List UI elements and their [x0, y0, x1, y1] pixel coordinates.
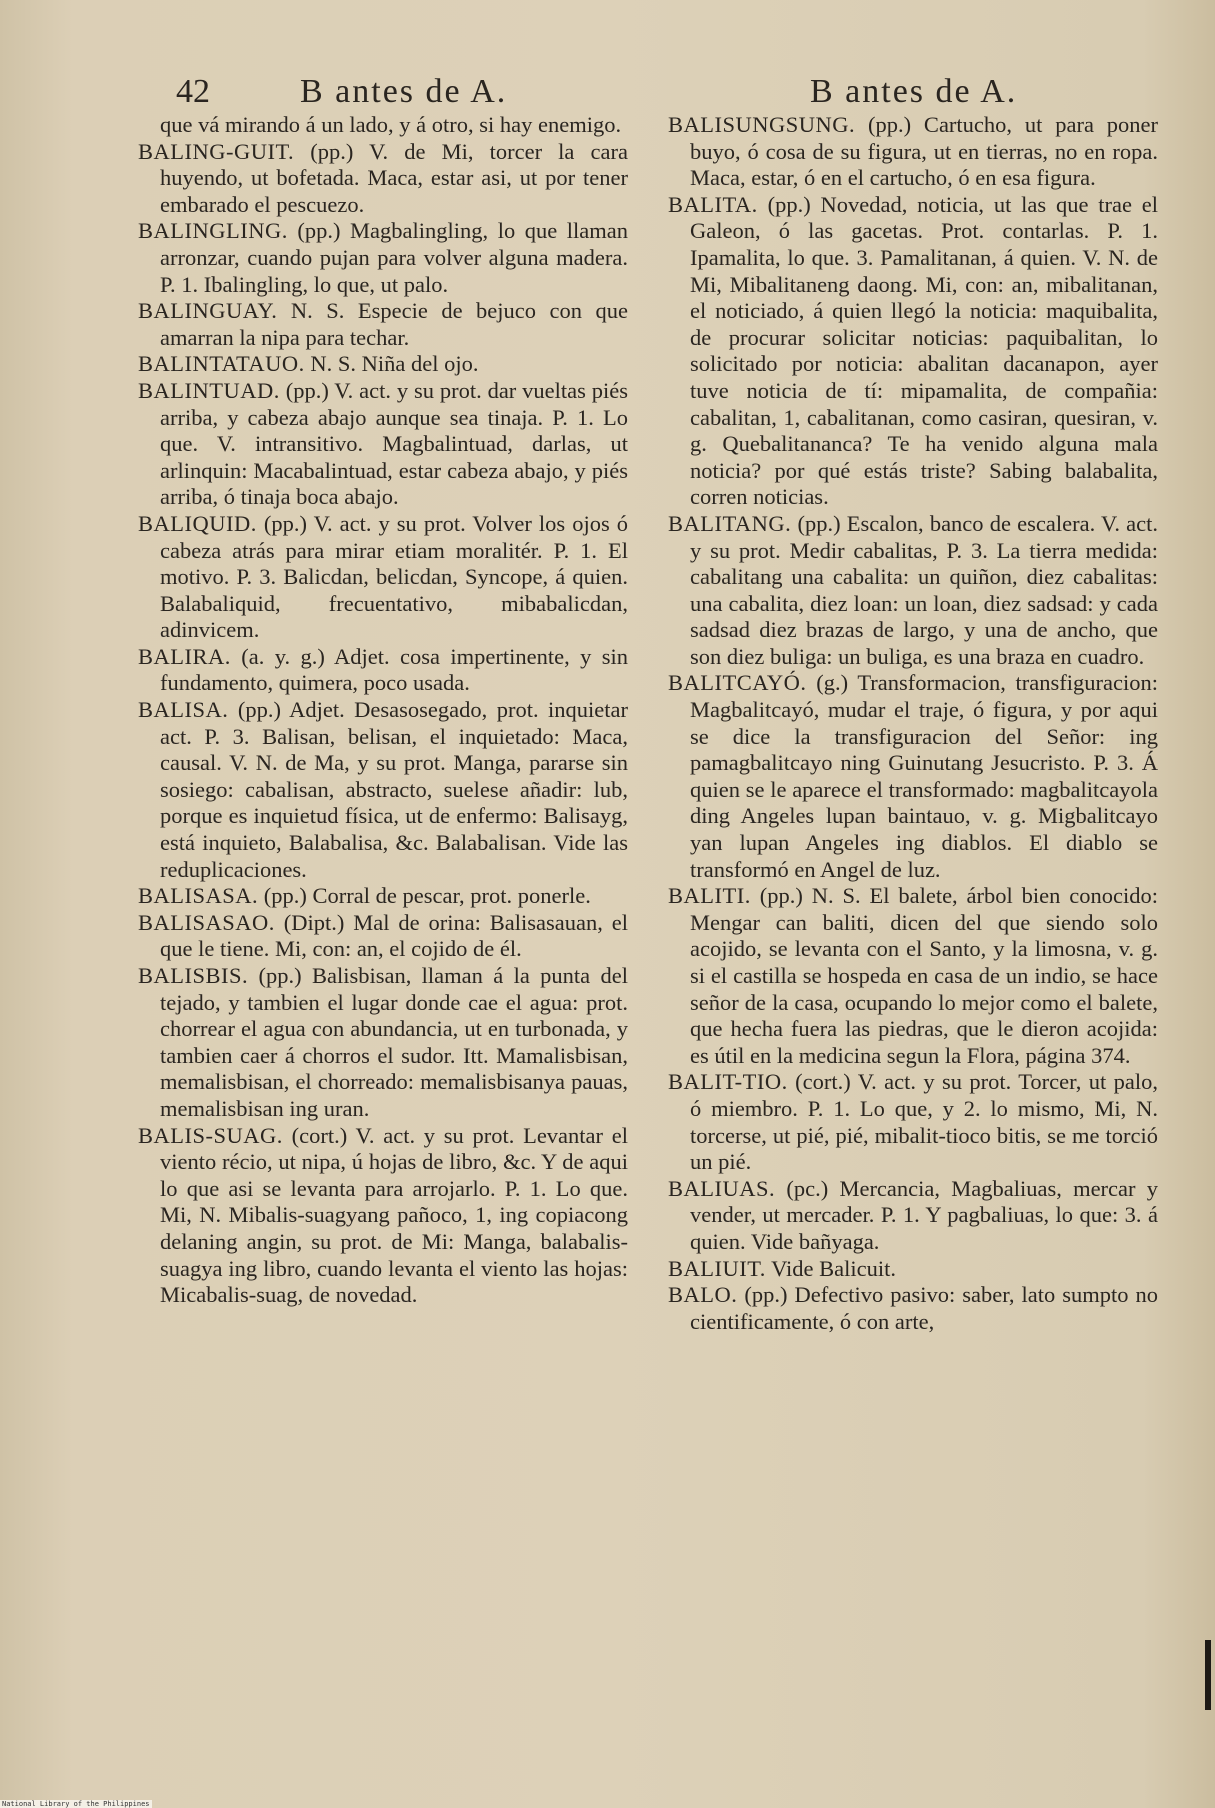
entry-headword: BALITA.	[668, 191, 758, 217]
entry-headword: BALISBIS.	[138, 963, 249, 988]
entry-headword: BALIRA.	[138, 643, 231, 669]
dictionary-entry	[668, 1069, 1158, 1175]
entry-headword: BALISA.	[138, 697, 229, 723]
page-number: 42	[176, 73, 210, 110]
entry-headword: BALISASAO.	[138, 909, 275, 935]
dictionary-entry	[668, 112, 1158, 192]
entry-definition: Vide Balicuit.	[765, 1255, 897, 1281]
dictionary-entry	[138, 139, 628, 219]
entry-definition: (pp.) Magbalingling, lo que llaman arronzar, cuando pujan para volver alguna madera. P. 1. Ibalingling, lo que, ut palo.	[160, 218, 628, 297]
entry-headword: BALIT-TIO.	[668, 1069, 788, 1095]
dictionary-entry	[138, 697, 628, 883]
entry-definition: (g.) Transformacion, transfiguracion: Magbalitcayó, mudar el traje, ó figura, y por aqui se dice la transfiguracion del Señor: ing pamagbalitcayo ning Guinutang Jesucristo. P. 3. Á quien se le aparece el transformado: magbalitcayola ding Angeles lupan baintauo, v. g. Migbalitcayo yan lupan Angeles ing diablos. El diablo se transformó en Angel de luz.	[690, 670, 1158, 882]
entry-definition: (pp.) Corral de pescar, prot. ponerle.	[258, 883, 591, 909]
entry-headword: BALING-GUIT.	[138, 138, 295, 164]
entry-headword: BALINGLING.	[138, 218, 288, 244]
entry-definition: (a. y. g.) Adjet. cosa impertinente, y sin fundamento, quimera, poco usada.	[160, 643, 628, 696]
entry-definition: (pp.) Balisbisan, llaman á la punta del tejado, y tambien el lugar donde cae el agua: prot. chorrear el agua con abundancia, ut en turbonada, y tambien caer á chorros el sudor. Itt. Mamalisbisan, memalisbisan, el chorreado: memalisbisanya pauas, memalisbisan ing uran.	[160, 963, 628, 1121]
entry-definition: (pp.) Defectivo pasivo: saber, lato sumpto no cientificamente, ó con arte,	[690, 1282, 1158, 1334]
dictionary-entry	[138, 218, 628, 298]
entry-headword: BALIQUID.	[138, 510, 257, 536]
dictionary-entry	[138, 378, 628, 511]
entry-definition: (pp.) N. S. El balete, árbol bien conocido: Mengar can baliti, dicen del que siendo solo acojido, se levanta con el Santo, y la limosna, v. g. si el castilla se hospeda en casa de un indio, se hace señor de la casa, ocupando lo mejor como el balete, que hecha fuera las piedras, que le dieron acojida: es útil en la medicina segun la Flora, página 374.	[690, 883, 1158, 1068]
dictionary-entry	[668, 670, 1158, 883]
entry-definition: (pp.) Cartucho, ut para poner buyo, ó cosa de su figura, ut en tierras, no en ropa. Maca, estar, ó en el cartucho, ó en esa figura.	[690, 112, 1158, 191]
entry-headword: BALINTATAUO.	[138, 351, 305, 377]
entry-headword: BALISASA.	[138, 883, 259, 909]
dictionary-entry	[668, 1176, 1158, 1256]
entry-definition: N. S. Niña del ojo.	[304, 351, 479, 377]
left-column	[138, 112, 628, 1309]
entry-definition: (pp.) V. de Mi, torcer la cara huyendo, ut bofetada. Maca, estar asi, ut por tener embarado el pescuezo.	[160, 138, 628, 217]
entry-headword: BALITI.	[668, 883, 751, 909]
dictionary-entry	[138, 883, 628, 910]
entry-definition: (Dipt.) Mal de orina: Balisasauan, el que le tiene. Mi, con: an, el cojido de él.	[160, 909, 628, 962]
entry-definition: (cort.) V. act. y su prot. Torcer, ut palo, ó miembro. P. 1. Lo que, y 2. lo mismo, Mi, N. torcerse, ut pié, pié, mibalit-tioco bitis, se me torció un pié.	[690, 1069, 1158, 1175]
entry-headword: BALITANG.	[668, 510, 792, 536]
entry-definition: (cort.) V. act. y su prot. Levantar el viento récio, ut nipa, ú hojas de libro, &c. Y de aqui lo que asi se levanta para arrojarlo. P. 1. Lo que. Mi, N. Mibalis-suagyang pañoco, 1, ing copiacong delaning angin, su prot. de Mi: Manga, balabalis-suagya ing libro, cuando levanta el viento las hojas: Micabalis-suag, de novedad.	[160, 1122, 628, 1308]
entry-headword: BALIS-SUAG.	[138, 1122, 283, 1148]
dictionary-entry	[138, 644, 628, 697]
dictionary-entry	[668, 1282, 1158, 1335]
running-head-left: B antes de A.	[300, 73, 508, 110]
entry-definition: (pp.) V. act. y su prot. Volver los ojos ó cabeza atrás para mirar etiam moralitér. P. 1. El motivo. P. 3. Balicdan, belicdan, Syncope, á quien. Balabaliquid, frecuentativo, mibabalicdan, adinvicem.	[160, 510, 628, 643]
entry-definition: (pp.) Adjet. Desasosegado, prot. inquietar act. P. 3. Balisan, belisan, el inquietado: Maca, causal. V. N. de Ma, y su prot. Manga, pararse sin sosiego: cabalisan, abstracto, suelese añadir: lub, porque es inquietud física, ut de enfermo: Balisayg, está inquieto, Balabalisa, &c. Balabalisan. Vide las reduplicaciones.	[160, 697, 628, 882]
binding-mark	[1205, 1640, 1211, 1710]
library-footer: National Library of the Philippines	[2, 1800, 150, 1808]
dictionary-entry	[138, 298, 628, 351]
entry-headword: BALISUNGSUNG.	[668, 112, 856, 137]
entry-definition: N. S. Especie de bejuco con que amarran la nipa para techar.	[160, 298, 628, 350]
dictionary-entry	[138, 112, 628, 139]
entry-definition: (pp.) Novedad, noticia, ut las que trae el Galeon, ó las gacetas. Prot. contarlas. P. 1. Ipamalita, lo que. 3. Pamalitanan, á quien. V. N. de Mi, Mibalitaneng daong. Mi, con: an, mibalitanan, el noticiado, á quien llegó la noticia: maquibalita, de procurar solicitar noticias: paquibalitan, lo solicitado por noticia: abalitan dacanapon, ayer tuve noticia de tí: mipamalita, de compañia: cabalitan, 1, cabalitanan, como casiran, quesiran, v. g. Quebalitananca? Te ha venido alguna mala noticia? por qué estás triste? Sabing balabalita, corren noticias.	[690, 191, 1158, 510]
entry-headword: BALO.	[668, 1282, 738, 1308]
dictionary-entry	[668, 883, 1158, 1069]
entry-headword: BALITCAYÓ.	[668, 670, 807, 696]
entry-headword: BALIUIT.	[668, 1255, 766, 1281]
entry-definition: (pp.) Escalon, banco de escalera. V. act. y su prot. Medir cabalitas, P. 3. La tierra medida: cabalitang una cabalita: un quiñon, diez cabalitas: una cabalita, diez loan: un loan, diez sadsad: y cada sadsad diez brazas de largo, y una de ancho, que son diez buliga: un buliga, es una braza en cuadro.	[690, 510, 1158, 669]
dictionary-entry	[668, 511, 1158, 671]
dictionary-entry	[668, 192, 1158, 511]
running-head-right: B antes de A.	[810, 73, 1018, 110]
dictionary-entry	[138, 511, 628, 644]
entry-definition: (pc.) Mercancia, Magbaliuas, mercar y vender, ut mercader. P. 1. Y pagbaliuas, lo que: 3. á quien. Vide bañyaga.	[690, 1175, 1158, 1254]
entry-definition: (pp.) V. act. y su prot. dar vueltas piés arriba, y cabeza abajo aunque sea tinaja. P. 1. Lo que. V. intransitivo. Magbalintuad, darlas, ut arlinquin: Macabalintuad, estar cabeza abajo, y piés arriba, ó tinaja boca abajo.	[160, 377, 628, 510]
entry-definition: que vá mirando á un lado, y á otro, si hay enemigo.	[160, 112, 622, 137]
dictionary-entry	[138, 963, 628, 1123]
dictionary-entry	[138, 1123, 628, 1309]
entry-headword: BALINGUAY.	[138, 298, 278, 324]
entry-headword: BALINTUAD.	[138, 377, 280, 403]
dictionary-entry	[138, 910, 628, 963]
dictionary-entry	[138, 351, 628, 378]
right-column	[668, 112, 1158, 1335]
dictionary-entry	[668, 1256, 1158, 1283]
entry-headword: BALIUAS.	[668, 1175, 776, 1201]
